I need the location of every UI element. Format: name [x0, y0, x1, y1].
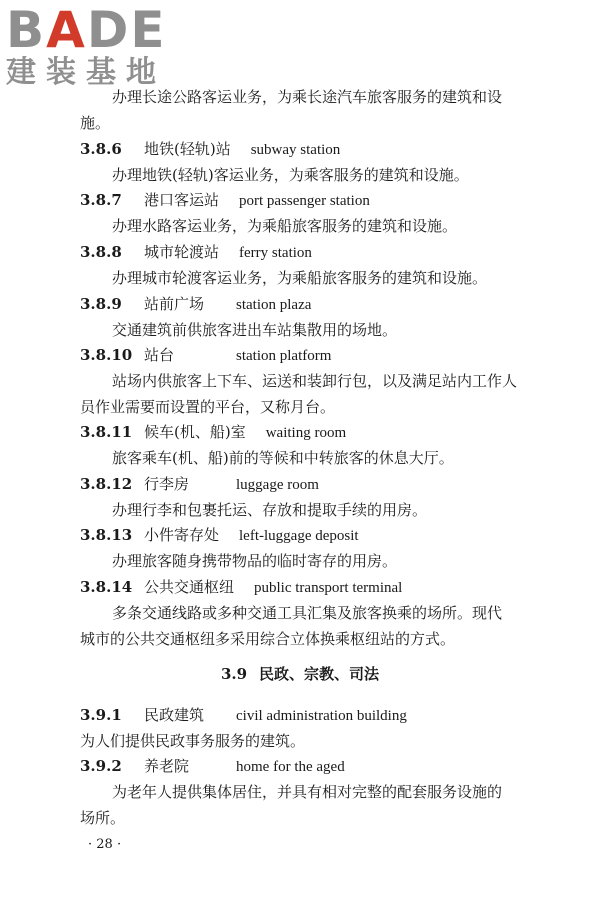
section-number: 3.9 — [220, 665, 248, 683]
term-definition: 旅客乘车(机、船)前的等候和中转旅客的休息大厅。 — [112, 449, 454, 467]
term-entry — [80, 576, 402, 599]
term-english: luggage room — [236, 477, 319, 493]
paragraph-line: 施。 — [80, 114, 111, 132]
term-number: 3.8.12 — [80, 475, 133, 493]
term-english: port passenger station — [239, 193, 370, 209]
page-number: · 28 · — [88, 837, 122, 852]
section-title: 民政、宗教、司法 — [259, 665, 380, 683]
term-number: 3.8.8 — [80, 243, 122, 261]
term-definition: 场所。 — [80, 809, 126, 827]
term-english: station platform — [236, 348, 332, 364]
term-english: station plaza — [236, 297, 312, 313]
term-number: 3.9.1 — [80, 706, 122, 724]
term-definition: 多条交通线路或多种交通工具汇集及旅客换乘的场所。现代 — [112, 604, 503, 622]
term-definition: 城市的公共交通枢纽多采用综合立体换乘枢纽站的方式。 — [80, 630, 456, 648]
term-english: public transport terminal — [254, 580, 403, 596]
watermark-logo-cn: 建装基地 — [6, 55, 166, 90]
term-entry — [80, 421, 346, 444]
term-definition: 为老年人提供集体居住，并具有相对完整的配套服务设施的 — [112, 783, 503, 801]
term-entry — [80, 524, 359, 547]
term-definition: 办理地铁(轻轨)客运业务，为乘客服务的建筑和设施。 — [112, 166, 469, 184]
term-entry — [80, 473, 319, 496]
term-entry — [80, 138, 340, 161]
term-chinese: 养老院 — [144, 757, 190, 775]
term-chinese: 站台 — [144, 346, 175, 364]
term-definition: 站场内供旅客上下车、运送和装卸行包，以及满足站内工作人 — [112, 372, 518, 390]
term-number: 3.8.7 — [80, 191, 122, 209]
term-chinese: 民政建筑 — [144, 706, 205, 724]
term-definition: 办理城市轮渡客运业务，为乘船旅客服务的建筑和设施。 — [112, 269, 488, 287]
term-english: waiting room — [265, 425, 347, 441]
term-english: left-luggage deposit — [239, 528, 359, 544]
term-entry — [80, 189, 370, 212]
term-number: 3.8.13 — [80, 526, 133, 544]
term-chinese: 地铁(轻轨)站 — [144, 140, 231, 158]
term-entry — [80, 755, 345, 778]
term-english: civil administration building — [236, 708, 407, 724]
term-chinese: 小件寄存处 — [144, 526, 220, 544]
term-definition: 办理行李和包裹托运、存放和提取手续的用房。 — [112, 501, 428, 519]
term-chinese: 公共交通枢纽 — [144, 578, 235, 596]
term-entry — [80, 241, 312, 264]
section-heading — [0, 663, 600, 685]
term-definition: 员作业需要而设置的平台，又称月台。 — [80, 398, 336, 416]
term-number: 3.8.14 — [80, 578, 133, 596]
term-number: 3.9.2 — [80, 757, 122, 775]
term-definition: 交通建筑前供旅客进出车站集散用的场地。 — [112, 321, 398, 339]
term-definition: 办理水路客运业务，为乘船旅客服务的建筑和设施。 — [112, 217, 458, 235]
term-chinese: 站前广场 — [144, 295, 205, 313]
term-number: 3.8.10 — [80, 346, 133, 364]
paragraph-line: 办理长途公路客运业务，为乘长途汽车旅客服务的建筑和设 — [112, 88, 503, 106]
term-chinese: 候车(机、船)室 — [144, 423, 246, 441]
term-entry — [80, 704, 407, 727]
term-entry — [80, 293, 311, 316]
term-number: 3.8.9 — [80, 295, 122, 313]
term-chinese: 行李房 — [144, 475, 190, 493]
term-entry — [80, 344, 331, 367]
term-chinese: 城市轮渡站 — [144, 243, 220, 261]
term-definition: 办理旅客随身携带物品的临时寄存的用房。 — [112, 552, 398, 570]
term-english: subway station — [250, 142, 341, 158]
term-definition: 为人们提供民政事务服务的建筑。 — [80, 732, 306, 750]
term-english: home for the aged — [236, 759, 345, 775]
watermark-logo-en: BADE — [6, 1, 167, 59]
term-number: 3.8.6 — [80, 140, 122, 158]
term-number: 3.8.11 — [80, 423, 133, 441]
term-english: ferry station — [239, 245, 312, 261]
term-chinese: 港口客运站 — [144, 191, 220, 209]
